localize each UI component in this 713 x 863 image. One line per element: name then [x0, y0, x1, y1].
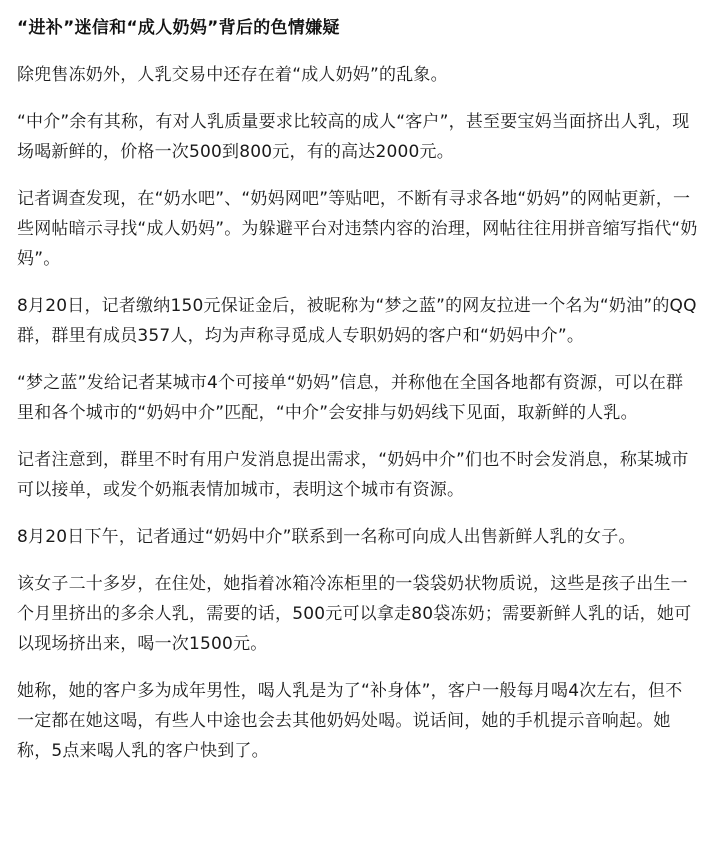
- paragraph-matching: “梦之蓝”发给记者某城市4个可接单“奶妈”信息，并称他在全国各地都有资源，可以在群里和各个城市的“奶妈中介”匹配，“中介”会安排与奶妈线下见面，取新鲜的人乳。: [17, 373, 684, 423]
- paragraph-tieba: 记者调查发现，在“奶水吧”、“奶妈网吧”等贴吧，不断有寻求各地“奶妈”的网帖更新，一些网帖暗示寻找“成人奶妈”。为躲避平台对违禁内容的治理，网帖往往用拼音缩写指代“奶妈”。: [17, 189, 698, 269]
- paragraph-clients: 她称，她的客户多为成年男性，喝人乳是为了“补身体”，客户一般每月喝4次左右，但不一定都在她这喝，有些人中途也会去其他奶妈处喝。说话间，她的手机提示音响起。她称，5点来喝人乳的客户快到了。: [17, 681, 683, 761]
- paragraph-intro: 除兜售冻奶外，人乳交易中还存在着“成人奶妈”的乱象。: [17, 65, 448, 85]
- article-headline: “进补”迷信和“成人奶妈”背后的色情嫌疑: [17, 18, 340, 38]
- paragraph-price: “中介”余有其称，有对人乳质量要求比较高的成人“客户”，甚至要宝妈当面挤出人乳，现场喝新鲜的，价格一次500到800元，有的高达2000元。: [17, 112, 690, 162]
- paragraph-qq-group: 8月20日，记者缴纳150元保证金后，被昵称为“梦之蓝”的网友拉进一个名为“奶油”的QQ群，群里有成员357人，均为声称寻觅成人专职奶妈的客户和“奶妈中介”。: [17, 296, 697, 346]
- paragraph-woman: 该女子二十多岁，在住处，她指着冰箱冷冻柜里的一袋袋奶状物质说，这些是孩子出生一个月里挤出的多余人乳，需要的话，500元可以拿走80袋冻奶；需要新鲜人乳的话，她可以现场挤出来，喝一次1500元。: [17, 574, 692, 654]
- article: [17, 14, 699, 783]
- paragraph-group-messages: 记者注意到，群里不时有用户发消息提出需求，“奶妈中介”们也不时会发消息，称某城市可以接单，或发个奶瓶表情加城市，表明这个城市有资源。: [17, 450, 689, 500]
- paragraph-contact: 8月20日下午，记者通过“奶妈中介”联系到一名称可向成人出售新鲜人乳的女子。: [17, 527, 636, 547]
